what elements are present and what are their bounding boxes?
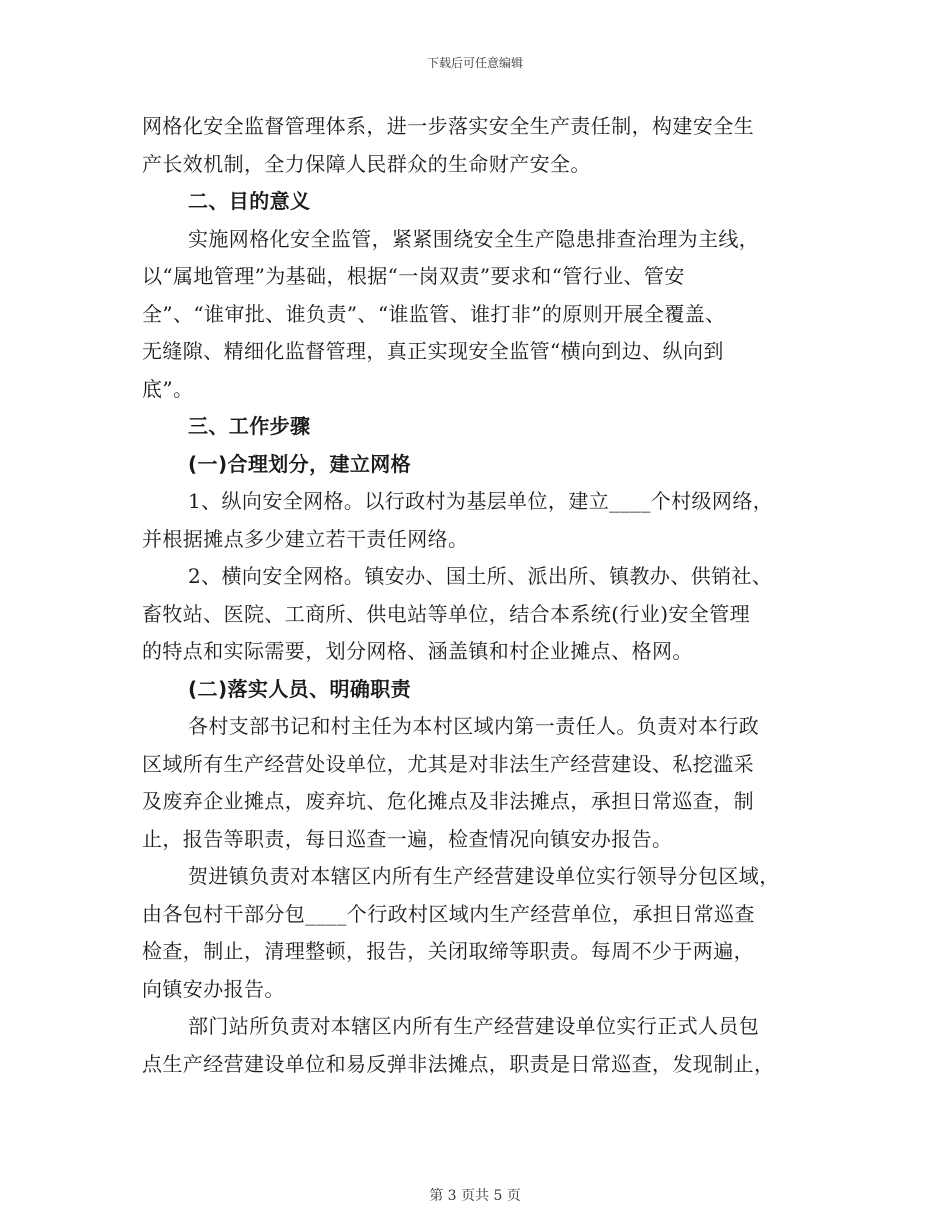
body-line: 部门站所负责对本辖区内所有生产经营建设单位实行正式人员包 <box>188 1014 760 1038</box>
body-line: 实施网格化安全监管，紧紧围绕安全生产隐患排查治理为主线， <box>188 226 760 251</box>
subsection-heading-grid: (一)合理划分，建立网格 <box>188 451 412 476</box>
body-line: 2、横向安全网格。镇安办、国土所、派出所、镇教办、供销社、 <box>188 564 773 588</box>
body-line: 止，报告等职责，每日巡查一遍，检查情况向镇安办报告。 <box>142 826 673 851</box>
body-line: 畜牧站、医院、工商所、供电站等单位，结合本系统(行业)安全管理 <box>142 601 751 626</box>
body-line: 以“属地管理”为基础，根据“一岗双责”要求和“管行业、管安 <box>142 264 685 288</box>
body-line: 区域所有生产经营处设单位，尤其是对非法生产经营建设、私挖滥采 <box>142 751 754 776</box>
body-line: 贺进镇负责对本辖区内所有生产经营建设单位实行领导分包区域， <box>188 864 780 888</box>
body-line: 点生产经营建设单位和易反弹非法摊点，职责是日常巡查，发现制止， <box>142 1051 775 1076</box>
body-line: 全”、“谁审批、谁负责”、“谁监管、谁打非”的原则开展全覆盖、 <box>142 301 726 326</box>
body-line: 并根据摊点多少建立若干责任网络。 <box>142 526 469 551</box>
section-heading-steps: 三、工作步骤 <box>188 414 311 438</box>
page-footer-number: 第 3 页共 5 页 <box>429 1188 521 1204</box>
body-line: 1、纵向安全网格。以行政村为基层单位，建立____个村级网络， <box>188 489 774 513</box>
body-line: 无缝隙、精细化监督管理，真正实现安全监管“横向到边、纵向到 <box>142 339 724 363</box>
body-line: 底”。 <box>142 376 194 401</box>
body-line: 的特点和实际需要，划分网格、涵盖镇和村企业摊点、格网。 <box>142 639 693 663</box>
section-heading-purpose: 二、目的意义 <box>188 189 311 213</box>
subsection-heading-duties: (二)落实人员、明确职责 <box>188 676 412 701</box>
body-line: 向镇安办报告。 <box>142 976 285 1001</box>
body-line: 由各包村干部分包____个行政村区域内生产经营单位，承担日常巡查 <box>142 901 755 926</box>
body-line: 各村支部书记和村主任为本村区域内第一责任人。负责对本行政 <box>188 714 760 738</box>
document-body <box>142 108 808 1083</box>
body-line: 产长效机制，全力保障人民群众的生命财产安全。 <box>142 151 591 176</box>
body-line: 及废弃企业摊点，废弃坑、危化摊点及非法摊点，承担日常巡查，制 <box>142 789 754 813</box>
body-line: 检查，制止，清理整顿，报告，关闭取缔等职责。每周不少于两遍， <box>142 939 754 963</box>
body-line: 网格化安全监督管理体系，进一步落实安全生产责任制，构建安全生 <box>142 114 754 138</box>
page-header-note: 下载后可任意编辑 <box>426 56 523 70</box>
